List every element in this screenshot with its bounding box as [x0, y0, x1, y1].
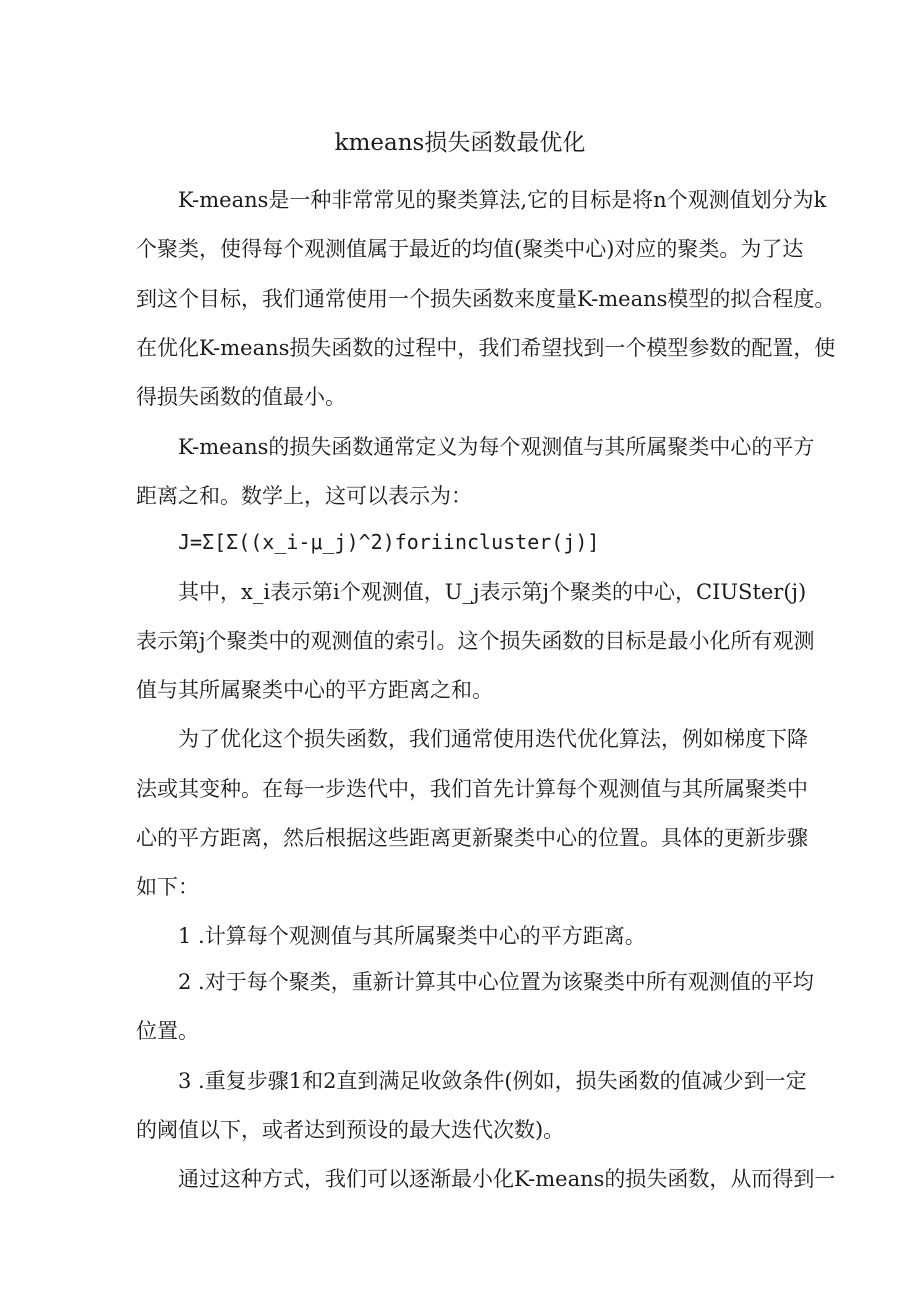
paragraph-1-line-1: K-means是一种非常常见的聚类算法,它的目标是将n个观测值划分为k — [178, 188, 827, 212]
paragraph-2-line-1: K-means的损失函数通常定义为每个观测值与其所属聚类中心的平方 — [178, 435, 815, 459]
paragraph-4-line-1: 为了优化这个损失函数，我们通常使用迭代优化算法，例如梯度下降 — [178, 727, 808, 751]
loss-formula: J=Σ[Σ((x_i-μ_j)^2)foriincluster(j)] — [178, 530, 600, 554]
paragraph-3-line-3: 值与其所属聚类中心的平方距离之和。 — [136, 678, 493, 702]
paragraph-3-line-2: 表示第j个聚类中的观测值的索引。这个损失函数的目标是最小化所有观测 — [136, 629, 815, 653]
paragraph-2-line-2: 距离之和。数学上，这可以表示为： — [136, 484, 472, 508]
paragraph-4-line-3: 心的平方距离，然后根据这些距离更新聚类中心的位置。具体的更新步骤 — [136, 826, 808, 850]
document-title: kmeans损失函数最优化 — [334, 130, 586, 156]
paragraph-1-line-4: 在优化K-means损失函数的过程中，我们希望找到一个模型参数的配置，使 — [136, 336, 836, 360]
paragraph-4-line-4: 如下： — [136, 875, 199, 899]
step-2-line-1: 2 .对于每个聚类，重新计算其中心位置为该聚类中所有观测值的平均 — [178, 970, 814, 994]
paragraph-1-line-5: 得损失函数的值最小。 — [136, 385, 346, 409]
step-3-line-1: 3 .重复步骤1和2直到满足收敛条件(例如，损失函数的值减少到一定 — [178, 1069, 807, 1093]
step-1: 1 .计算每个观测值与其所属聚类中心的平方距离。 — [178, 924, 646, 948]
paragraph-1-line-3: 到这个目标，我们通常使用一个损失函数来度量K-means模型的拟合程度。 — [136, 287, 836, 311]
step-2-line-2: 位置。 — [136, 1019, 199, 1043]
paragraph-5-line-1: 通过这种方式，我们可以逐渐最小化K-means的损失函数，从而得到一 — [178, 1167, 836, 1191]
paragraph-1-line-2: 个聚类，使得每个观测值属于最近的均值(聚类中心)对应的聚类。为了达 — [136, 237, 804, 261]
paragraph-4-line-2: 法或其变种。在每一步迭代中，我们首先计算每个观测值与其所属聚类中 — [136, 777, 808, 801]
paragraph-3-line-1: 其中，x_i表示第i个观测值，U_j表示第j个聚类的中心，CIUSter(j) — [178, 580, 807, 604]
step-3-line-2: 的阈值以下，或者达到预设的最大迭代次数)。 — [136, 1118, 565, 1142]
